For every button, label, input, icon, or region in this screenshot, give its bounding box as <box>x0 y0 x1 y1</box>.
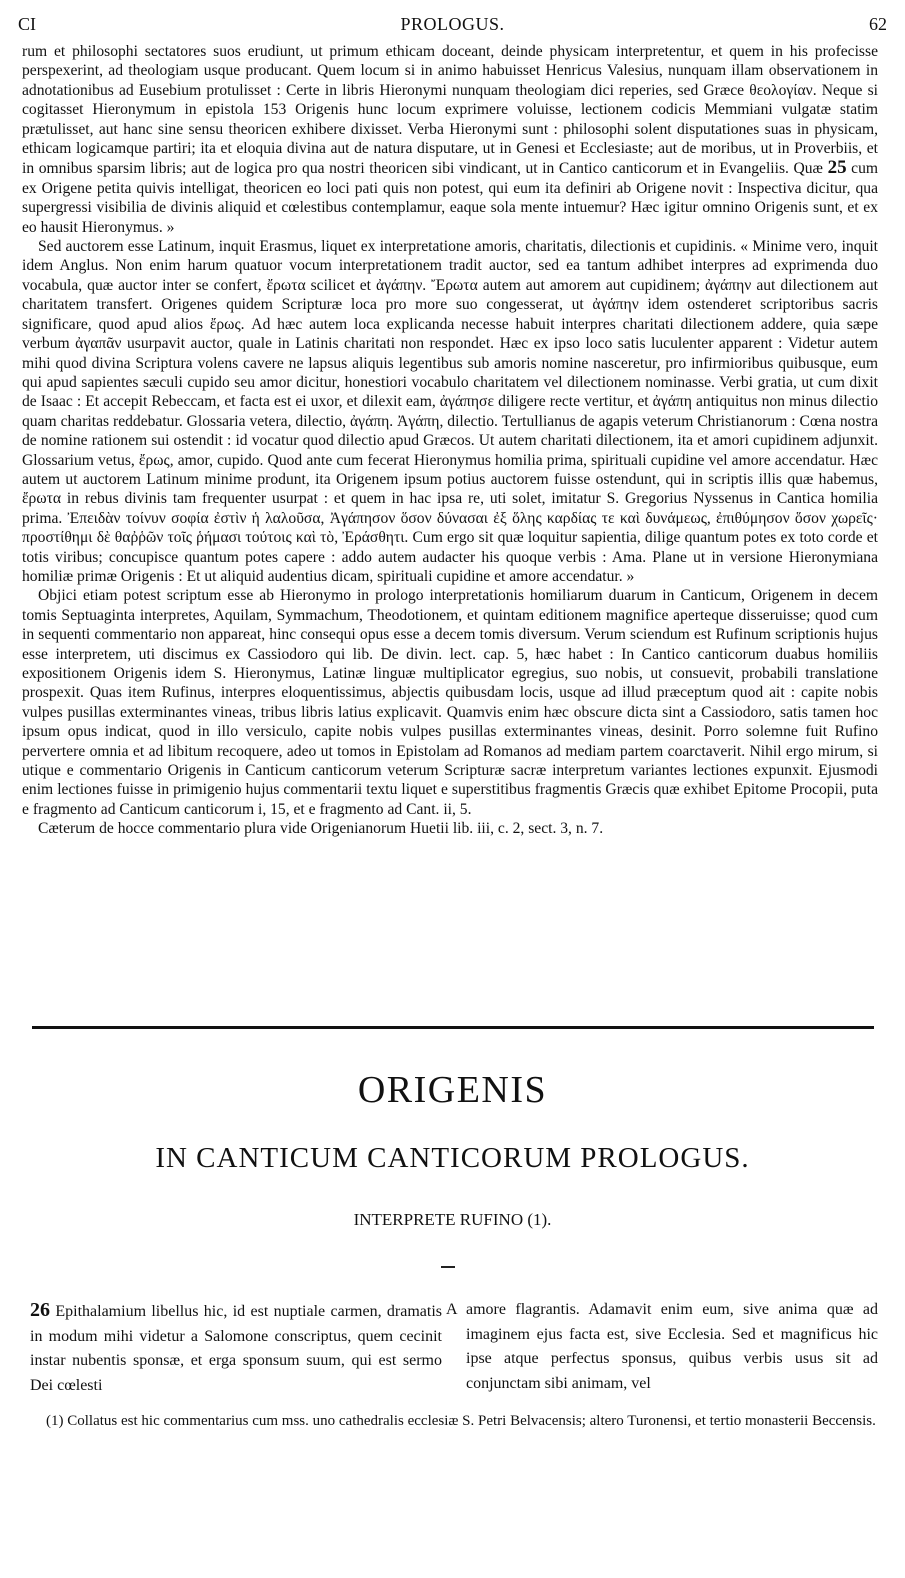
paragraph-text: rum et philosophi sectatores suos erudiunt, ut primum ethicam doceant, deinde physicam interpretentur, et quem in his profecisse perspexerint, ad theologiam usque producant. Quem locum si in animo habuisset Henricus Valesius, nunquam illam observationem in adnotationibus ad Eusebium protulisset : Certe in libris Hieronymi nunquam theologiam dici reperies, sed Græce θεολογίαν. Neque si cogitasset Hieronymum in epistola 153 Origenis hunc locum exprimere voluisse, lectionem codicis Memmiani vulgatæ statim prætulisset, aut hanc sine sensu theoricen exhibere dixisset. Verba Hieronymi sunt : philosophi solent disputationes suas in physicam, ethicam logicamque partiri; ita et eloquia divina aut de natura disputare, ut in Genesi et Ecclesiaste; aut de moribus, ut in Proverbiis, et in omnibus sparsim libris; aut de logica pro qua nostri theoricen sibi vindicant, ut in Cantico canticorum et in Evangeliis. Quæ <box>22 43 878 178</box>
margin-marker: 25 <box>827 157 847 179</box>
work-subtitle: IN CANTICUM CANTICORUM PROLOGUS. <box>155 1142 750 1174</box>
text-column-right: amore flagrantis. Adamavit enim eum, sive anima quæ ad imaginem ejus facta est, sive Ecclesia. Sed et magnificus hic ipse atque perfectus sponsus, quibus verbis usus sit ad conjunctam sibi animam, vel <box>466 1301 878 1392</box>
column-marker: A <box>446 1301 458 1318</box>
paragraph: Cæterum de hocce commentario plura vide Origenianorum Huetii lib. iii, c. 2, sect. 3, n. 7. <box>38 820 604 838</box>
short-divider <box>441 1266 455 1268</box>
paragraph-text: cum ex Origene petita quivis intelligat, theoricen eo loci pati quis non potest, qui eum ita definiri ab Origene novit : Inspectiva dicitur, qua supergressi visibilia de divinis aliquid et cœlestibus contemplamur, eaque sola mente intuemur? Hæc igitur omnino Origenis sunt, et ex eo hausit Hieronymus. » <box>22 160 879 236</box>
footnote: (1) Collatus est hic commentarius cum mss. uno cathedralis ecclesiæ S. Petri Belvacensis; altero Turonensi, et tertio monasterii Beccensis. <box>46 1413 876 1429</box>
page-number: 62 <box>869 14 887 34</box>
column-number: CI <box>18 14 36 34</box>
running-head <box>18 14 887 36</box>
running-title: PROLOGUS. <box>400 14 505 34</box>
work-title: ORIGENIS <box>357 1069 548 1111</box>
prologus-body <box>22 42 878 839</box>
paragraph: Sed auctorem esse Latinum, inquit Erasmus, liquet ex interpretatione amoris, charitatis, dilectionis et cupidinis. « Minime vero, inquit idem Anglus. Non enim harum quatuor vocum interpretationem tradit auctor, sed ea tantum adhibet interpres ad exprimenda duo vocabula, quæ auctor inter se confert, ἔρωτα scilicet et ἀγάπην. Ἔρωτα autem aut amorem aut cupidinem; ἀγάπην aut dilectionem aut charitatem transfert. Origenes quidem Scripturæ loca pro more suo congesserat, ut ἀγάπην idem ostenderet scriptoribus sacris significare, quod apud alios ἔρως. Ad hæc autem loca explicanda necesse habuit interpres charitati dilectionem addere, quia sæpe verbum ἀγαπᾶν usurpavit auctor, quale in Latinis charitati non respondet. Hæc ex ipso loco satis luculenter apparent : Videtur autem mihi quod divina Scriptura volens cavere ne lapsus aliquis legentibus sub amoris nomine nasceretur, pro infirmioribus quibusque, eum qui apud sapientes sæculi cupido seu amor dicitur, honestiori vocabulo charitatem vel dilectionem nominasse. Verbi gratia, ut cum dixit de Isaac : Et accepit Rebeccam, et facta est ei uxor, et dilexit eam, ἀγάπησε diligere recte vertitur, et ἀγάπη antiquitus non minus dilectio quam charitas reddebatur. Glossaria vetera, dilectio, ἀγάπη. Ἀγάπη, dilectio. Tertullianus de agapis veterum Christianorum : Cœna nostra de nomine rationem sui ostendit : id vocatur quod dilectio apud Græcos. Ut autem charitati dilectionem, ita et amori cupidinem adjunxit. Glossarium vetus, ἔρως, amor, cupido. Quod ante cum fecerat Hieronymus homilia prima, spirituali cupidine vel amore accendatur. Hæc autem ut auctorem Latinum minime produnt, ita Origenem ipsum potius auctorem fuisse ostendunt, qui in scriptis illis quæ habemus, ἔρωτα in rebus divinis tam frequenter usurpat : et quem in hac ipsa re, uti solet, imitatur S. Gregorius Nyssenus in Cantica homilia prima. Ἐπειδὰν τοίνυν σοφία ἐστὶν ἡ λαλοῦσα, Ἀγάπησον ὅσον δύνασαι ἐξ ὅλης καρδίας τε καὶ δυνάμεως, ἐπιθύμησον ὅσον χωρεῖς· προστίθημι δὲ θαῤῥῶν τοῖς ῥήμασι τούτοις καὶ τὸ, Ἐράσθητι. Cum ergo sit quæ loquitur sapientia, dilige quantum potes ex toto corde et totis viribus; concupisce quantum potes capere : addo autem audacter his quoque verbis : Ama. Plane ut in versione Hieronymiana homiliæ primæ Origenis : Et ut aliquid audentius dicam, spirituali cupidine et amore accendatur. » <box>22 238 878 585</box>
section-divider <box>32 1026 874 1029</box>
paragraph <box>22 42 878 237</box>
column-text: Epithalamium libellus hic, id est nuptiale carmen, dramatis in modum mihi videtur a Salomone conscriptus, quem cecinit instar nubentis sponsæ, et erga sponsum suum, qui est sermo Dei cœlesti <box>30 1303 443 1394</box>
margin-number: 26 <box>30 1299 50 1321</box>
text-column-left <box>30 1298 442 1398</box>
paragraph: Objici etiam potest scriptum esse ab Hieronymo in prologo interpretationis homiliarum duarum in Canticum, Origenem in decem tomis Septuaginta interpretes, Aquilam, Symmachum, Theodotionem, et quintam editionem magnifice aperteque disseruisse; quod cum in sequenti commentario non appareat, hinc consequi opus esse a decem tomis diversum. Verum sciendum est Rufinum scriptionis hujus esse interpretem, uti discimus ex Cassiodoro qui lib. De divin. lect. cap. 5, hæc habet : In Cantico canticorum duabus homiliis expositionem Origenis idem S. Hieronymus, Latinæ linguæ multiplicator egregius, suo nobis, ut consuevit, probabili translatione prospexit. Quas item Rufinus, interpres eloquentissimus, abjectis quibusdam locis, usque ad illud præceptum quod ait : capite nobis vulpes pusillas exterminantes vineas, tribus libris latius explicavit. Quamvis enim hæc obscure dicta sint a Cassiodoro, satis tamen hoc ipsum opus indicat, quod in illo versiculo, capite nobis vulpes pusillas exterminantes vineas, desinit. Porro solemne fuit Rufino pervertere omnia et ad libitum recoquere, adeo ut tomos in Epistolam ad Romanos ad mediam partem coarctaverit. Nihil ergo mirum, si utique e commentario Origenis in Canticum canticorum veterum Scripturæ sacræ interpretum variantes lectiones expunxit. Ejusmodi enim lectiones fuisse in primigenio hujus commentarii textu liquet e superstitibus fragmentis Græcis quæ exhibet Epitome Procopii, puta e fragmento ad Canticum canticorum i, 15, et e fragmento ad Cant. ii, 5. <box>22 587 878 818</box>
translator-line: INTERPRETE RUFINO (1). <box>353 1210 552 1229</box>
